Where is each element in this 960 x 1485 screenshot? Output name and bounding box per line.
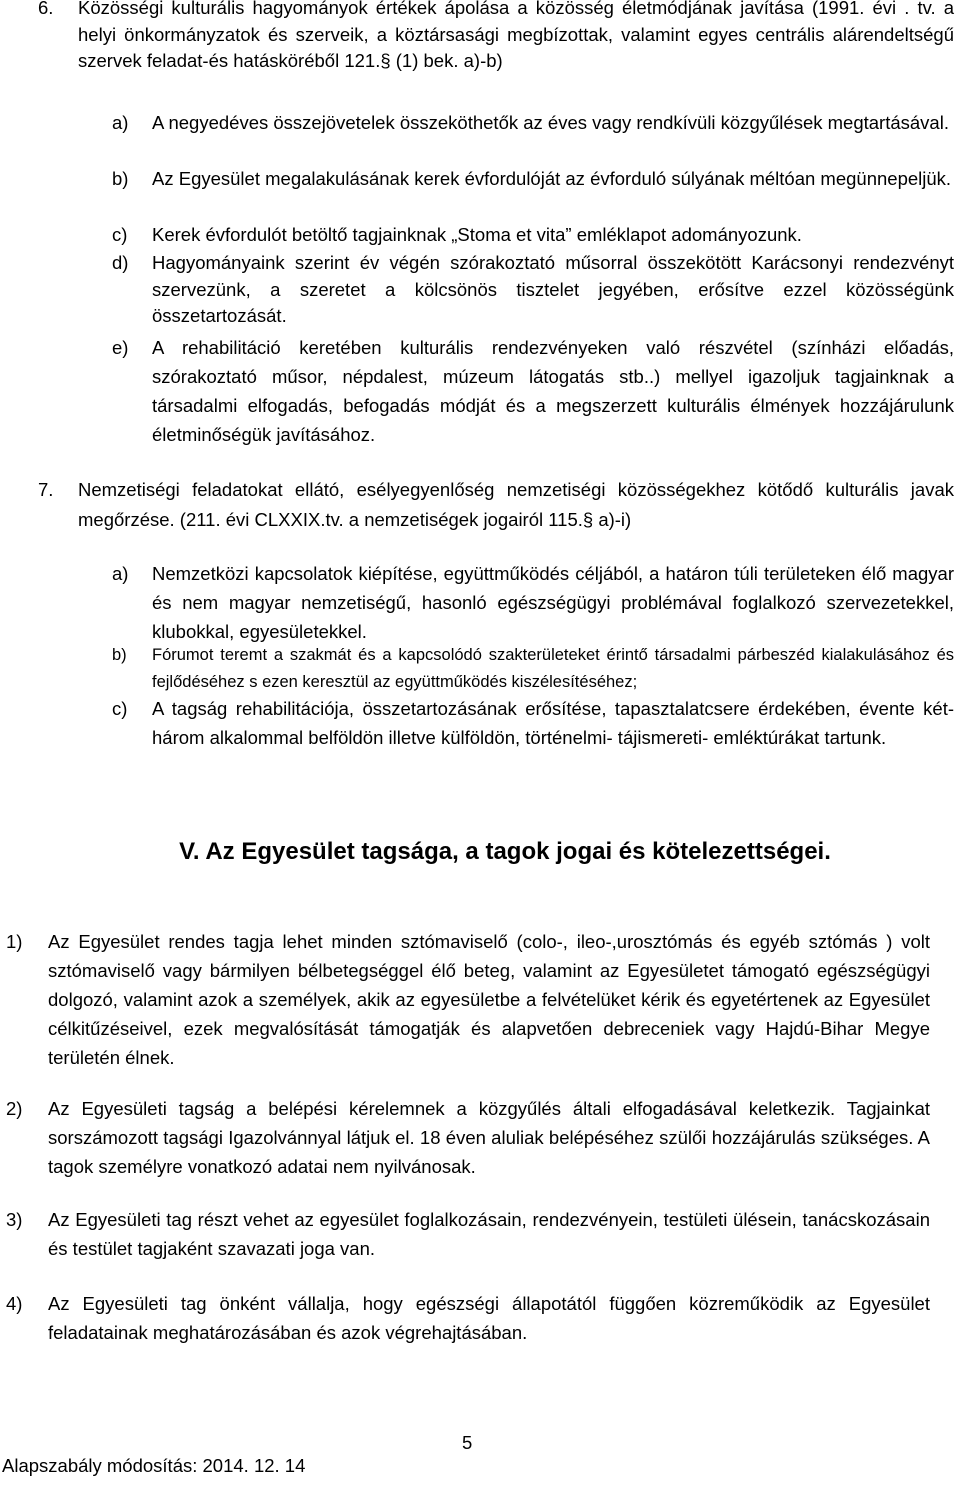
rule-text: Az Egyesületi tagság a belépési kérelemnek a közgyűlés általi elfogadásával keletkezik. Tagjainkat sorszámozott tagsági Igazolvánnyal látjuk el. 18 éven aluliak belépéséhez szülői hozzájárulás szükséges. A tagok személyre vonatkozó adatai nem nyilvánosak.: [48, 1098, 930, 1177]
member-rule-4: [6, 1289, 930, 1347]
section-7-text: Nemzetiségi feladatokat ellátó, esélyegyenlőség nemzetiségi közösségekhez kötődő kulturális javak megőrzése. (211. évi CLXXIX.tv. a nemzetiségek jogairól 115.§ a)-i): [78, 479, 954, 530]
section-6-text: Közösségi kulturális hagyományok értékek ápolása a közösség életmódjának javítása (1991. évi . tv. a helyi önkormányzatok és szerveik, a köztársasági megbízottak, valamint egyes centrális alárendeltségű szervek feladat-és hatásköréből 121.§ (1) bek. a)-b): [78, 0, 954, 71]
item-label: d): [112, 252, 129, 273]
item-label: c): [112, 698, 128, 719]
member-rule-1: [6, 927, 930, 1072]
item-label: b): [112, 168, 129, 189]
page-number: 5: [462, 1432, 473, 1453]
section-6: [38, 0, 954, 75]
item-label: a): [112, 112, 129, 133]
section-7-number: 7.: [38, 479, 54, 500]
member-rule-3: [6, 1205, 930, 1263]
member-rule-2: [6, 1094, 930, 1181]
sec6-item-c: [112, 222, 954, 249]
chapter-title: V. Az Egyesület tagsága, a tagok jogai és kötelezettségei.: [179, 838, 831, 865]
item-text: Az Egyesület megalakulásának kerek évfordulóját az évforduló súlyának méltóan megünnepeljük.: [152, 168, 952, 189]
item-label: a): [112, 563, 129, 584]
item-text: Hagyományaink szerint év végén szórakoztató műsorral összekötött Karácsonyi rendezvényt szervezünk, a szeretet a kölcsönös tisztelet jegyében, erősítve ezzel közösségünk összetartozását.: [152, 252, 954, 326]
sec6-item-d: [112, 250, 954, 330]
rule-number: 2): [6, 1098, 23, 1119]
rule-number: 1): [6, 931, 23, 952]
sec7-item-c: [112, 694, 954, 752]
section-7: [38, 475, 954, 535]
rule-text: Az Egyesületi tag részt vehet az egyesület foglalkozásain, rendezvényein, testületi ülésein, tanácskozásain és testület tagjaként szavazati joga van.: [48, 1209, 930, 1259]
item-text: Fórumot teremt a szakmát és a kapcsolódó szakterületeket érintő társadalmi párbeszéd kialakulásához és fejlődéséhez s ezen keresztül az együttműködés kiszélesítéséhez;: [152, 646, 954, 691]
sec6-item-e: [112, 333, 954, 449]
item-text: A rehabilitáció keretében kulturális rendezvényeken való részvétel (színházi előadás, szórakoztató műsor, népdalest, múzeum látogatás stb..) mellyel igazoljuk tagjainknak a társadalmi elfogadás, befogadás módját és a megszerzett kulturális élmények hozzájárulunk életminőségük javításához.: [152, 337, 954, 445]
item-text: A negyedéves összejövetelek összeköthetők az éves vagy rendkívüli közgyűlések megtartásával.: [152, 112, 949, 133]
sec7-item-b: [112, 642, 954, 696]
rule-number: 4): [6, 1293, 23, 1314]
item-label: e): [112, 337, 129, 358]
sec6-item-b: [112, 166, 954, 193]
item-label: c): [112, 224, 128, 245]
rule-text: Az Egyesületi tag önként vállalja, hogy egészségi állapotától függően közreműködik az Egyesület feladatainak meghatározásában és azok végrehajtásában.: [48, 1293, 930, 1343]
item-text: A tagság rehabilitációja, összetartozásának erősítése, tapasztalatcsere érdekében, évente két-három alkalommal belföldön illetve külföldön, történelmi- tájismereti- emléktúrákat tartunk.: [152, 698, 954, 748]
rule-number: 3): [6, 1209, 23, 1230]
item-label: b): [112, 646, 127, 664]
footer-text: Alapszabály módosítás: 2014. 12. 14: [2, 1455, 306, 1476]
section-6-number: 6.: [38, 0, 54, 18]
sec6-item-a: [112, 110, 954, 137]
rule-text: Az Egyesület rendes tagja lehet minden sztómaviselő (colo-, ileo-,urosztómás és egyéb sztómás ) volt sztómaviselő vagy bármilyen bélbetegséggel élő beteg, valamint az Egyesületet támogató egészségügyi dolgozó, valamint azok a személyek, akik az egyesületbe a felvételüket kérik és egyetértenek az Egyesület célkitűzéseivel, ezek megvalósítását támogatják és alapvetően debreceniek vagy Hajdú-Bihar Megye területén élnek.: [48, 931, 930, 1068]
item-text: Kerek évfordulót betöltő tagjainknak „Stoma et vita” emléklapot adományozunk.: [152, 224, 802, 245]
item-text: Nemzetközi kapcsolatok kiépítése, együttműködés céljából, a határon túli területeken élő magyar és nem magyar nemzetiségű, hasonló egészségügyi problémával foglalkozó szervezetekkel, klubokkal, egyesületekkel.: [152, 563, 954, 642]
sec7-item-a: [112, 559, 954, 646]
